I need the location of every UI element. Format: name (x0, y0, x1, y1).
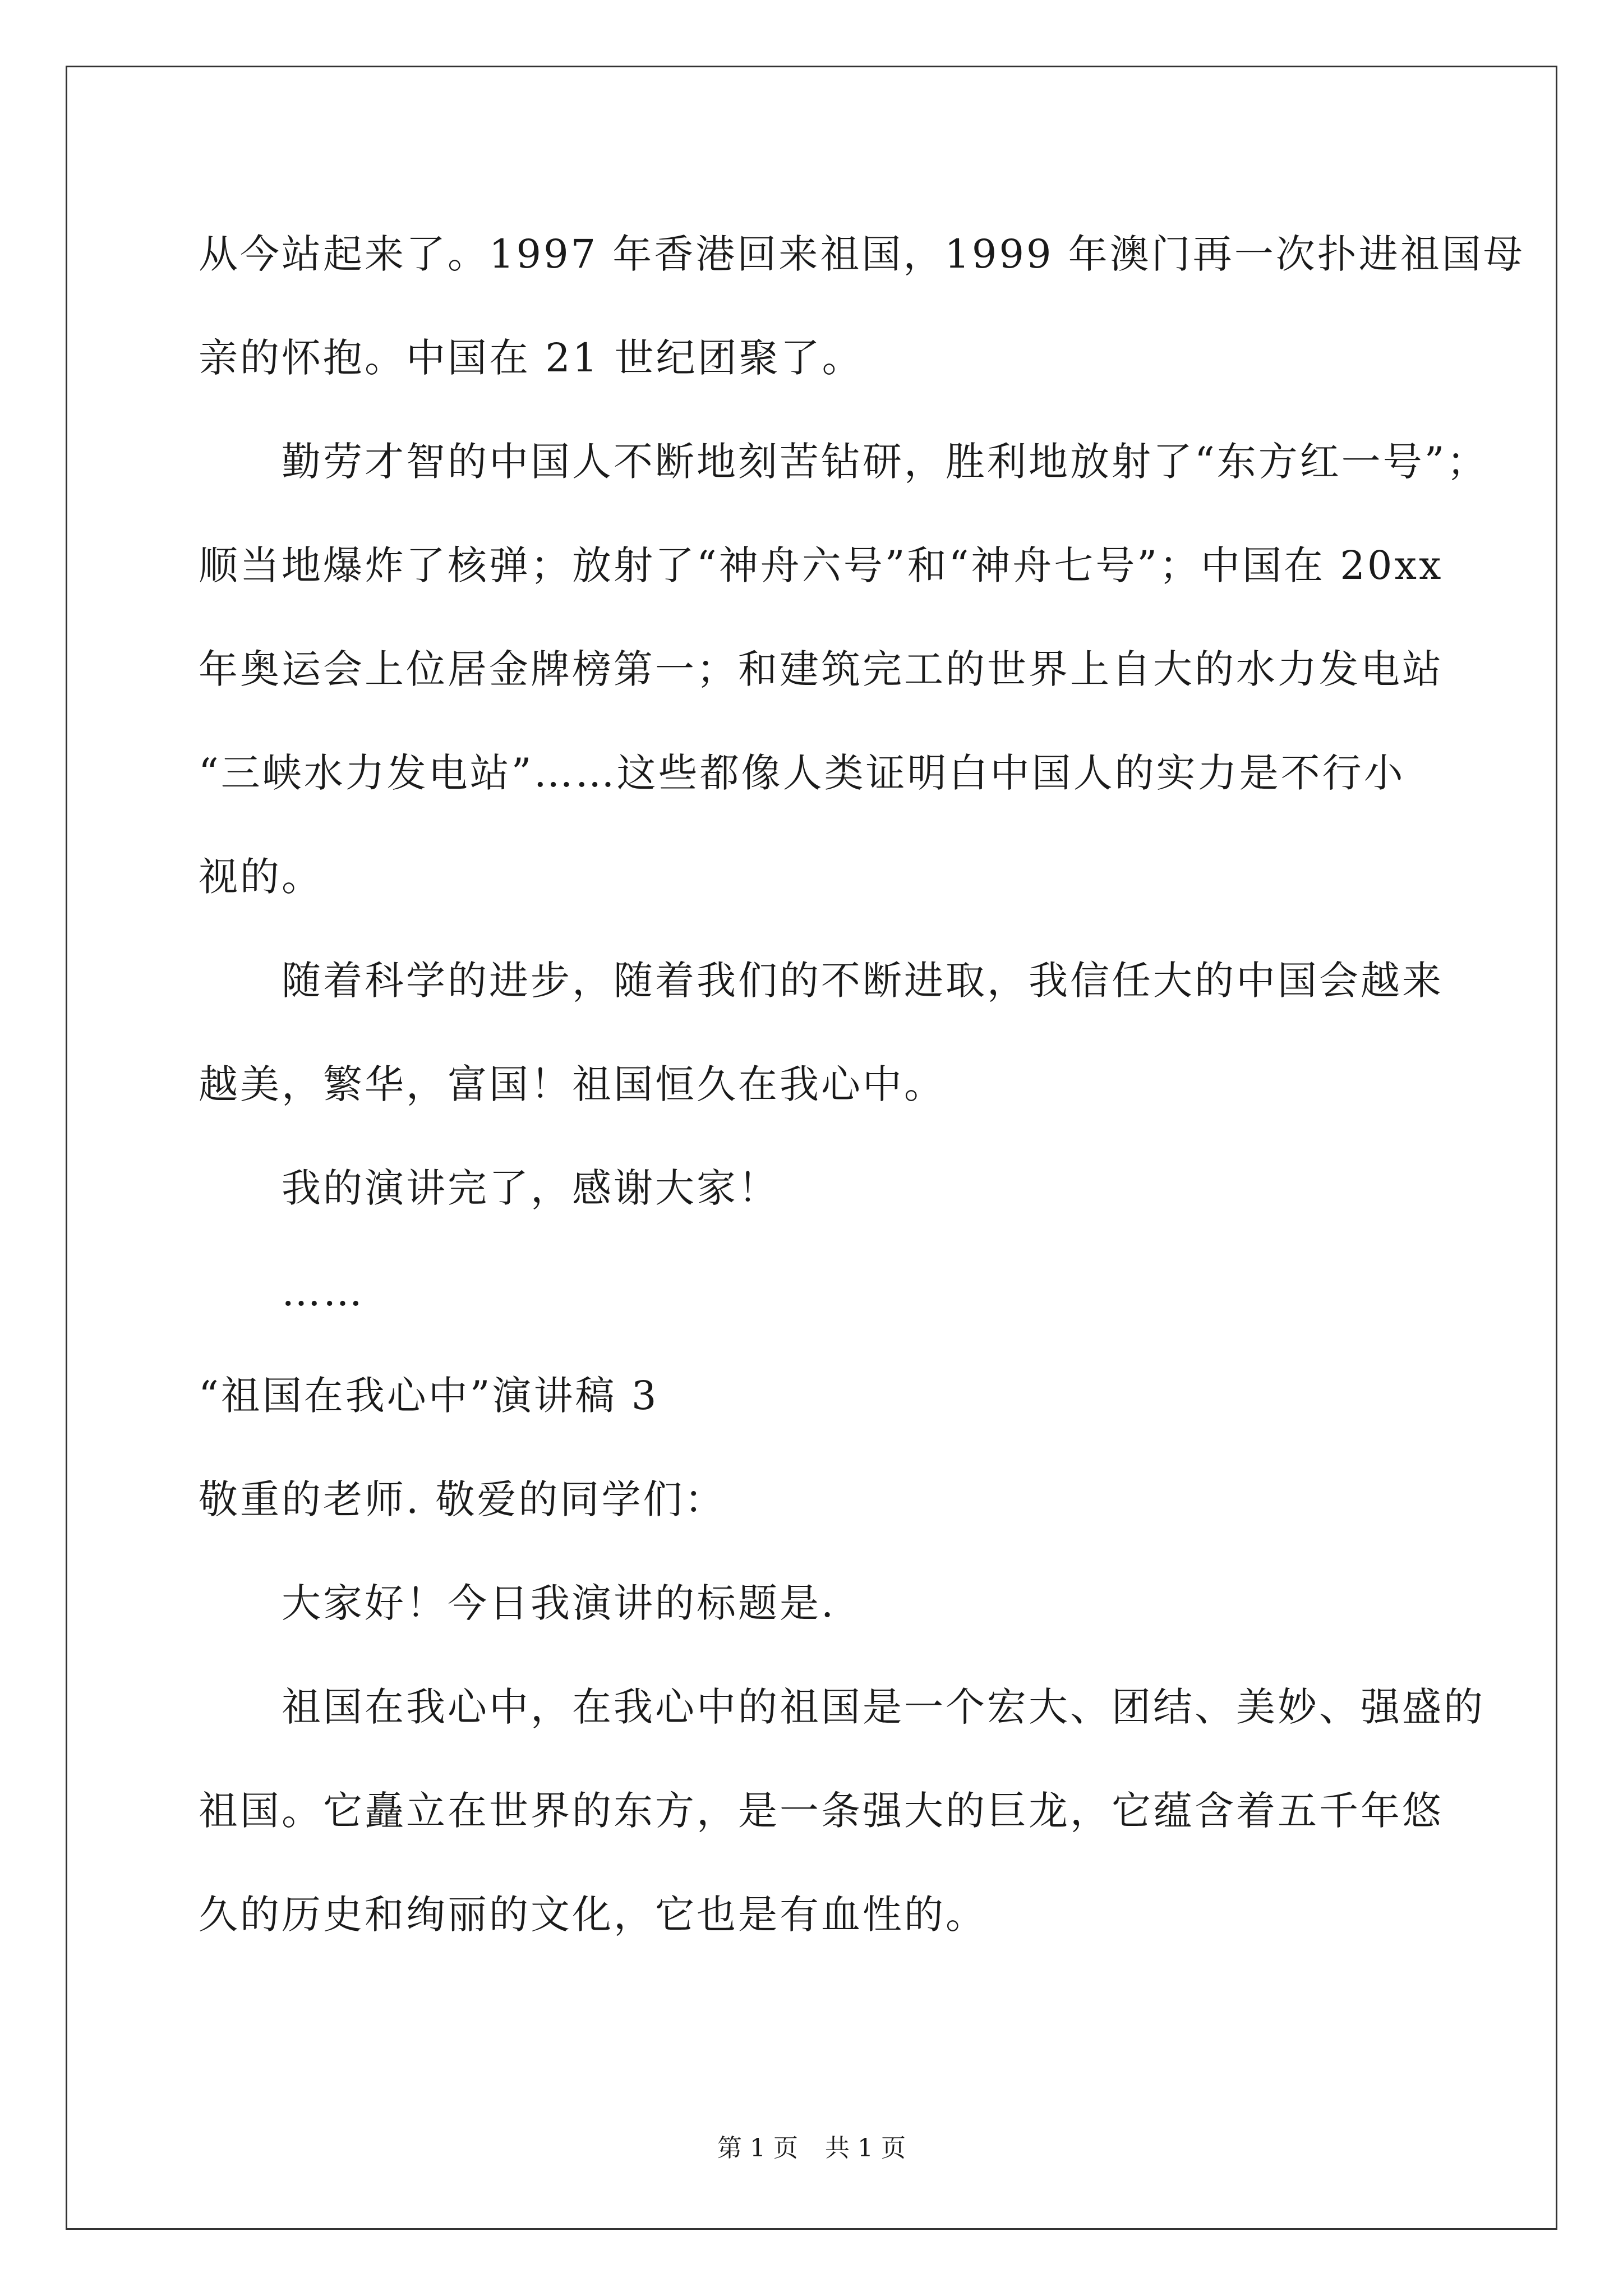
paragraph-line: 年奥运会上位居金牌榜第一；和建筑完工的世界上自大的水力发电站 (199, 646, 1444, 692)
paragraph-line: 祖国。它矗立在世界的东方，是一条强大的巨龙，它蕴含着五千年悠 (199, 1788, 1444, 1834)
paragraph-line: 视的。 (199, 854, 323, 900)
paragraph-line: 久的历史和绚丽的文化，它也是有血性的。 (199, 1892, 987, 1938)
paragraph-line: 大家好！今日我演讲的标题是. (282, 1580, 836, 1626)
paragraph-line: 随着科学的进步，随着我们的不断进取，我信任大的中国会越来 (282, 958, 1444, 1004)
paragraph-line: “三峡水力发电站”……这些都像人类证明白中国人的实力是不行小 (199, 750, 1405, 796)
paragraph-line: 越美，繁华，富国！祖国恒久在我心中。 (199, 1061, 946, 1107)
paragraph-line: 从今站起来了。1997 年香港回来祖国，1999 年澳门再一次扑进祖国母 (199, 231, 1525, 277)
paragraph-line: 勤劳才智的中国人不断地刻苦钻研，胜利地放射了“东方红一号”； (282, 439, 1488, 485)
page-number-total: 共 1 页 (825, 2134, 906, 2162)
page-footer (0, 2133, 1623, 2164)
paragraph-line: 顺当地爆炸了核弹；放射了“神舟六号”和“神舟七号”；中国在 20xx (199, 542, 1444, 588)
paragraph-line: 亲的怀抱。中国在 21 世纪团聚了。 (199, 335, 864, 381)
paragraph-line: 我的演讲完了，感谢大家！ (282, 1165, 780, 1211)
page-number-current: 第 1 页 (717, 2134, 798, 2162)
salutation: 敬重的老师. 敬爱的同学们： (199, 1476, 726, 1522)
section-heading: “祖国在我心中”演讲稿 3 (199, 1373, 659, 1419)
paragraph-line: 祖国在我心中，在我心中的祖国是一个宏大、团结、美妙、强盛的 (282, 1684, 1485, 1730)
paragraph-line: …… (282, 1269, 365, 1315)
